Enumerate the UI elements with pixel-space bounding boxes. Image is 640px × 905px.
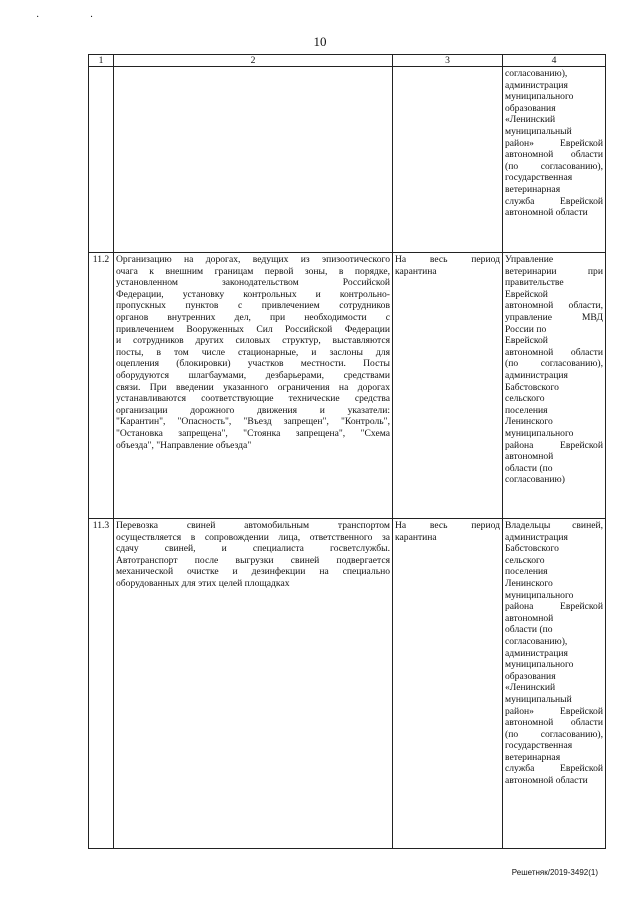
table-header-row bbox=[89, 55, 606, 67]
text-line: карантина bbox=[395, 531, 437, 543]
header-cell: 2 bbox=[114, 55, 393, 67]
header-cell: 3 bbox=[393, 55, 503, 67]
text-line: автономной области bbox=[505, 346, 603, 358]
text-line: Федерации, установку контрольных и контрольно- bbox=[116, 288, 390, 300]
text-line: очага к внешним границам первой зоны, в порядке, bbox=[116, 265, 390, 277]
text-line: (по согласованию), bbox=[505, 160, 603, 172]
item-number-cell bbox=[89, 67, 114, 253]
text-line: сельского bbox=[505, 393, 545, 405]
text-line: Управление bbox=[505, 254, 554, 265]
text-line: Перевозка свиней автомобильным транспортом bbox=[116, 520, 390, 531]
text-line: муниципального bbox=[505, 427, 574, 439]
text-line: управление МВД bbox=[505, 311, 603, 323]
text-line: согласованию), bbox=[505, 635, 568, 647]
text-line: На весь период bbox=[395, 254, 500, 265]
table-row bbox=[89, 519, 606, 849]
text-line: (по согласованию), bbox=[505, 728, 603, 740]
text-line: Автотранспорт после выгрузки свиней подвергается bbox=[116, 554, 390, 566]
text-line: муниципального bbox=[505, 589, 574, 601]
text-line: сдачу свиней, и специалиста госветслужбы. bbox=[116, 543, 390, 555]
text-line: «Ленинский bbox=[505, 682, 556, 694]
text-line: посты, в том числе стационарные, и заслоны для bbox=[116, 346, 390, 358]
document-stamp: Решетняк/2019-3492(1) bbox=[511, 868, 598, 877]
text-line: автономной bbox=[505, 612, 554, 624]
text-line: объезда", "Направление объезда" bbox=[116, 439, 252, 451]
text-line: устанавливаются соответствующие технические средства bbox=[116, 393, 390, 405]
text-line: администрация bbox=[505, 79, 568, 91]
text-line: служба Еврейской bbox=[505, 763, 603, 775]
text-line: области (по bbox=[505, 624, 553, 636]
text-line: муниципального bbox=[505, 659, 574, 671]
responsible-cell bbox=[503, 67, 606, 253]
text-line: район» Еврейской bbox=[505, 705, 603, 717]
action-cell bbox=[114, 519, 393, 849]
period-cell bbox=[393, 253, 503, 519]
text-line: На весь период bbox=[395, 520, 500, 531]
text-line: поселения bbox=[505, 404, 548, 416]
text-line: образования bbox=[505, 670, 556, 682]
text-line: Ленинского bbox=[505, 416, 553, 428]
period-cell bbox=[393, 519, 503, 849]
text-line: образования bbox=[505, 102, 556, 114]
scan-marks: · · bbox=[36, 12, 118, 23]
text-line: автономной области bbox=[505, 717, 603, 729]
text-line: пропускных пунктов с привлечением сотрудников bbox=[116, 300, 390, 312]
text-line: администрация bbox=[505, 369, 568, 381]
table-row bbox=[89, 67, 606, 253]
text-line: администрация bbox=[505, 531, 568, 543]
text-line: "Карантин", "Опасность", "Въезд запрещен", "Контроль", bbox=[116, 416, 390, 428]
text-line: поселения bbox=[505, 566, 548, 578]
text-line: автономной области, bbox=[505, 300, 603, 312]
text-line: муниципальный bbox=[505, 693, 572, 705]
responsible-cell bbox=[503, 253, 606, 519]
text-line: автономной bbox=[505, 451, 554, 463]
header-cell: 4 bbox=[503, 55, 606, 67]
period-cell bbox=[393, 67, 503, 253]
text-line: Бабстовского bbox=[505, 381, 559, 393]
text-line: и сотрудников других силовых структур, выставляются bbox=[116, 335, 390, 347]
text-line: России по bbox=[505, 323, 547, 335]
text-line: согласованию) bbox=[505, 474, 565, 486]
text-line: механической очистке и дезинфекции на специально bbox=[116, 566, 390, 578]
text-line: связи. При введении указанного ограничения на дорогах bbox=[116, 381, 390, 393]
action-cell bbox=[114, 67, 393, 253]
text-line: правительстве bbox=[505, 277, 564, 289]
text-line: «Ленинский bbox=[505, 114, 556, 126]
text-line: организации дорожного движения и указатели: bbox=[116, 404, 390, 416]
text-line: автономной области bbox=[505, 775, 588, 787]
text-line: ветеринарная bbox=[505, 751, 561, 763]
text-line: Бабстовского bbox=[505, 543, 559, 555]
text-line: Организацию на дорогах, ведущих из эпизоотического bbox=[116, 254, 390, 265]
text-line: (по согласованию), bbox=[505, 358, 603, 370]
item-number-cell: 11.3 bbox=[89, 519, 114, 849]
text-line: Владельцы свиней, bbox=[505, 520, 603, 531]
responsible-cell bbox=[503, 519, 606, 849]
measures-table bbox=[88, 54, 606, 849]
text-line: автономной области bbox=[505, 207, 588, 219]
text-line: карантина bbox=[395, 265, 437, 277]
text-line: служба Еврейской bbox=[505, 195, 603, 207]
text-line: привлечением Вооруженных Сил Российской Федерации bbox=[116, 323, 390, 335]
text-line: "Остановка запрещена", "Стоянка запрещена", "Схема bbox=[116, 427, 390, 439]
text-line: сельского bbox=[505, 554, 545, 566]
text-line: автономной области bbox=[505, 149, 603, 161]
table-row bbox=[89, 253, 606, 519]
text-line: Еврейской bbox=[505, 288, 548, 300]
text-line: Ленинского bbox=[505, 577, 553, 589]
text-line: области (по bbox=[505, 462, 553, 474]
text-line: администрация bbox=[505, 647, 568, 659]
text-line: государственная bbox=[505, 740, 573, 752]
action-cell bbox=[114, 253, 393, 519]
text-line: осуществляется в сопровождении лица, ответственного за bbox=[116, 531, 390, 543]
text-line: муниципальный bbox=[505, 125, 572, 137]
text-line: оборудуются шлагбаумами, дезбарьерами, средствами bbox=[116, 369, 390, 381]
page-number: 10 bbox=[313, 34, 327, 49]
text-line: Еврейской bbox=[505, 335, 548, 347]
text-line: государственная bbox=[505, 172, 573, 184]
item-number-cell: 11.2 bbox=[89, 253, 114, 519]
text-line: оборудованных для этих целей площадках bbox=[116, 577, 290, 589]
text-line: оцепления (блокировки) участков местности. Посты bbox=[116, 358, 390, 370]
text-line: ветеринарии при bbox=[505, 265, 603, 277]
text-line: ветеринарная bbox=[505, 183, 561, 195]
text-line: установленном законодательством Российской bbox=[116, 277, 390, 289]
text-line: район» Еврейской bbox=[505, 137, 603, 149]
header-cell: 1 bbox=[89, 55, 114, 67]
text-line: района Еврейской bbox=[505, 439, 603, 451]
text-line: муниципального bbox=[505, 91, 574, 103]
text-line: согласованию), bbox=[505, 68, 568, 79]
text-line: органов внутренних дел, при необходимости с bbox=[116, 311, 390, 323]
text-line: района Еврейской bbox=[505, 601, 603, 613]
